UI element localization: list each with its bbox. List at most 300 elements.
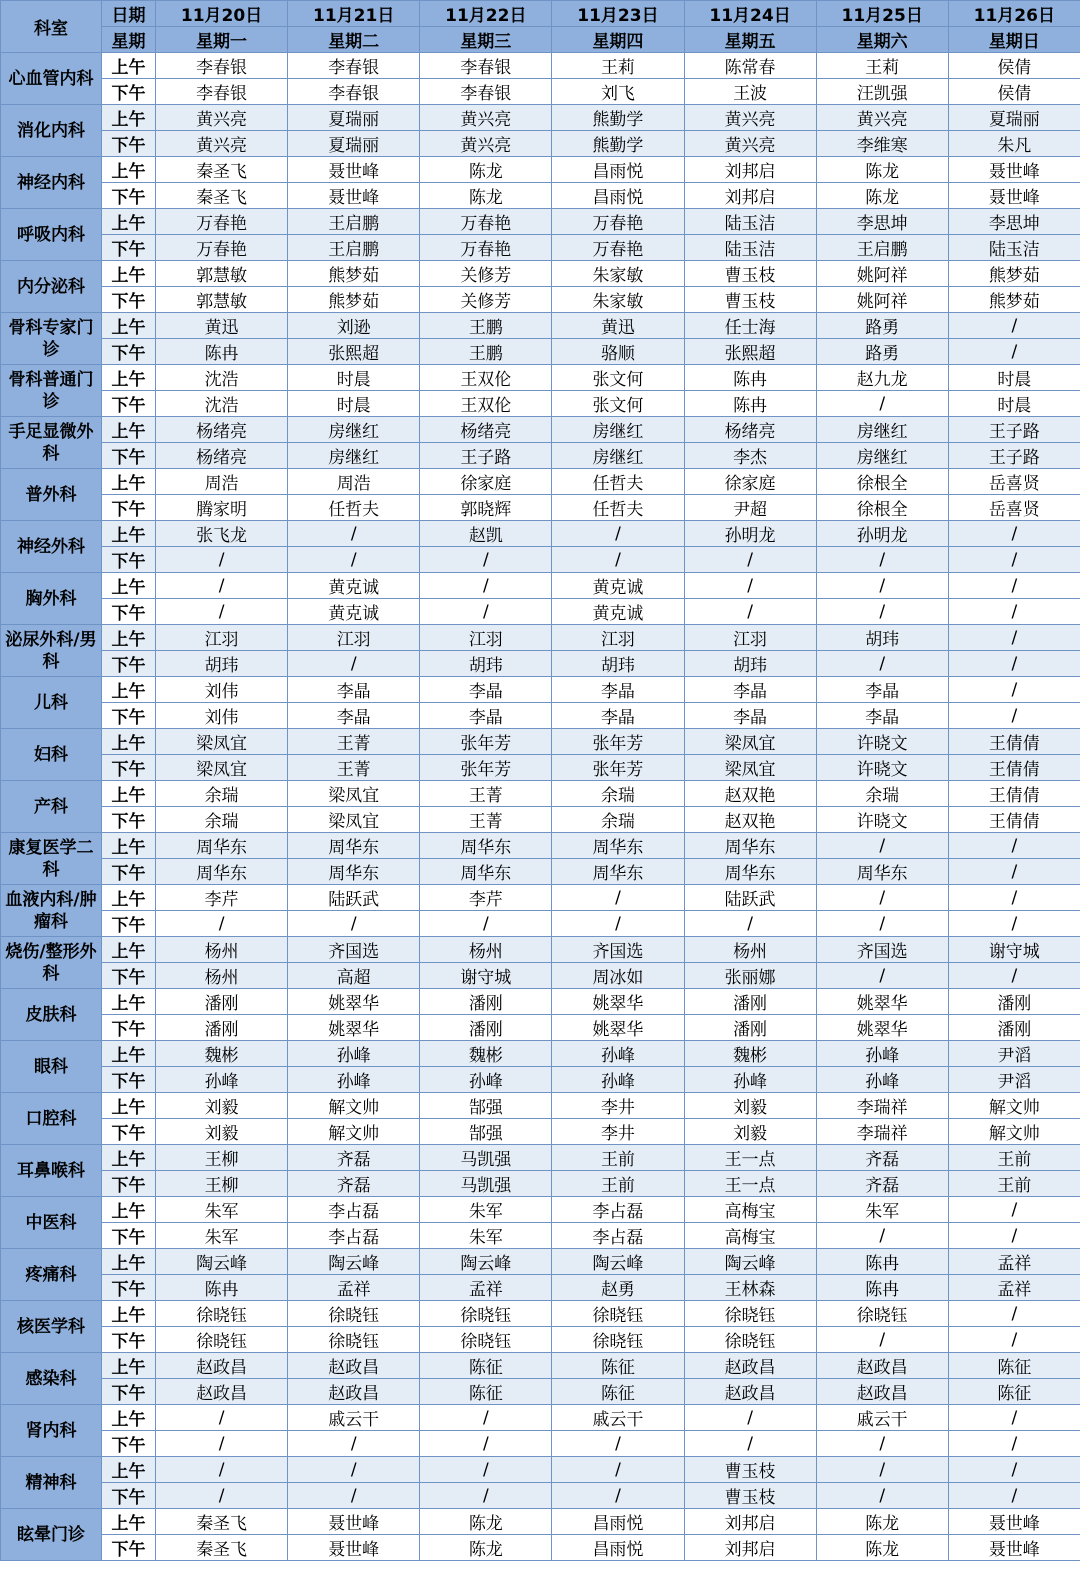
doctor-cell: 孙峰: [552, 1041, 684, 1067]
doctor-cell: 秦圣飞: [156, 157, 288, 183]
weekday-header: 星期六: [816, 27, 948, 53]
doctor-cell: 房继红: [816, 443, 948, 469]
doctor-cell: 李占磊: [288, 1223, 420, 1249]
doctor-cell: 孙峰: [816, 1041, 948, 1067]
dept-column-header: 科室: [1, 1, 102, 53]
doctor-cell: 任哲夫: [288, 495, 420, 521]
doctor-cell: 王菁: [420, 807, 552, 833]
doctor-cell: 万春艳: [156, 235, 288, 261]
department-name: 疼痛科: [1, 1249, 102, 1301]
doctor-cell: /: [420, 911, 552, 937]
doctor-cell: 陈征: [420, 1353, 552, 1379]
doctor-cell: 李晶: [684, 703, 816, 729]
doctor-cell: 周华东: [156, 859, 288, 885]
doctor-cell: 杨州: [420, 937, 552, 963]
doctor-cell: 陈冉: [816, 1275, 948, 1301]
doctor-cell: 李春银: [156, 53, 288, 79]
doctor-cell: 周华东: [552, 833, 684, 859]
period-morning: 上午: [102, 1093, 156, 1119]
doctor-cell: 徐晓钰: [684, 1301, 816, 1327]
doctor-cell: 孙峰: [156, 1067, 288, 1093]
doctor-cell: 岳喜贤: [948, 495, 1080, 521]
period-morning: 上午: [102, 105, 156, 131]
doctor-cell: 周华东: [288, 859, 420, 885]
period-afternoon: 下午: [102, 1535, 156, 1561]
doctor-cell: 许晓文: [816, 755, 948, 781]
period-morning: 上午: [102, 157, 156, 183]
doctor-cell: 梁凤宜: [684, 729, 816, 755]
doctor-cell: 梁凤宜: [684, 755, 816, 781]
doctor-cell: 孟祥: [288, 1275, 420, 1301]
department-name: 血液内科/肿瘤科: [1, 885, 102, 937]
doctor-cell: /: [420, 1431, 552, 1457]
doctor-cell: 曹玉枝: [684, 287, 816, 313]
doctor-cell: 赵政昌: [684, 1353, 816, 1379]
doctor-cell: 郭慧敏: [156, 287, 288, 313]
date-header-row: [1, 1, 1080, 27]
doctor-cell: 解文帅: [948, 1119, 1080, 1145]
doctor-cell: /: [948, 963, 1080, 989]
schedule-row-pm: [1, 1015, 1080, 1041]
doctor-cell: 李芹: [420, 885, 552, 911]
doctor-cell: /: [156, 911, 288, 937]
department-name: 感染科: [1, 1353, 102, 1405]
period-morning: 上午: [102, 625, 156, 651]
doctor-cell: 徐晓钰: [156, 1327, 288, 1353]
doctor-cell: 李晶: [816, 677, 948, 703]
doctor-cell: 许晓文: [816, 807, 948, 833]
doctor-cell: 陈冉: [816, 1249, 948, 1275]
doctor-cell: 黄克诚: [552, 599, 684, 625]
schedule-row-am: [1, 1353, 1080, 1379]
doctor-cell: 赵政昌: [684, 1379, 816, 1405]
doctor-cell: /: [948, 521, 1080, 547]
doctor-cell: 赵政昌: [156, 1379, 288, 1405]
period-morning: 上午: [102, 1145, 156, 1171]
schedule-row-am: [1, 313, 1080, 339]
doctor-cell: 熊梦茹: [948, 261, 1080, 287]
weekday-header: 星期日: [948, 27, 1080, 53]
doctor-cell: 黄迅: [552, 313, 684, 339]
doctor-cell: /: [948, 677, 1080, 703]
doctor-cell: 王子路: [948, 417, 1080, 443]
doctor-cell: 周华东: [156, 833, 288, 859]
doctor-cell: /: [948, 1197, 1080, 1223]
doctor-cell: 余瑞: [156, 807, 288, 833]
doctor-cell: 周华东: [288, 833, 420, 859]
doctor-cell: 陈龙: [420, 157, 552, 183]
doctor-cell: 姚阿祥: [816, 287, 948, 313]
doctor-cell: 戚云干: [552, 1405, 684, 1431]
doctor-cell: 任哲夫: [552, 469, 684, 495]
doctor-cell: 陶云峰: [156, 1249, 288, 1275]
schedule-row-pm: [1, 1483, 1080, 1509]
doctor-cell: 孟祥: [948, 1275, 1080, 1301]
doctor-cell: /: [420, 1483, 552, 1509]
doctor-cell: /: [948, 1301, 1080, 1327]
doctor-cell: /: [948, 1457, 1080, 1483]
doctor-cell: 聂世峰: [288, 157, 420, 183]
doctor-cell: 路勇: [816, 313, 948, 339]
doctor-cell: 齐磊: [288, 1171, 420, 1197]
schedule-row-pm: [1, 859, 1080, 885]
period-afternoon: 下午: [102, 1483, 156, 1509]
doctor-cell: /: [816, 573, 948, 599]
doctor-cell: 杨绪亮: [156, 443, 288, 469]
period-afternoon: 下午: [102, 391, 156, 417]
doctor-cell: 孙明龙: [684, 521, 816, 547]
doctor-cell: 周华东: [684, 859, 816, 885]
period-afternoon: 下午: [102, 703, 156, 729]
doctor-cell: 房继红: [288, 417, 420, 443]
doctor-cell: 王莉: [816, 53, 948, 79]
doctor-cell: /: [288, 521, 420, 547]
schedule-row-pm: [1, 1119, 1080, 1145]
doctor-cell: 孟祥: [948, 1249, 1080, 1275]
schedule-body: [1, 53, 1080, 1561]
period-afternoon: 下午: [102, 807, 156, 833]
department-name: 心血管内科: [1, 53, 102, 105]
doctor-cell: 郭慧敏: [156, 261, 288, 287]
schedule-row-pm: [1, 183, 1080, 209]
doctor-cell: 陈龙: [420, 183, 552, 209]
schedule-row-pm: [1, 755, 1080, 781]
doctor-cell: /: [684, 599, 816, 625]
doctor-cell: 王菁: [420, 781, 552, 807]
department-name: 康复医学二科: [1, 833, 102, 885]
doctor-cell: /: [552, 1483, 684, 1509]
schedule-row-pm: [1, 1171, 1080, 1197]
doctor-cell: 陈征: [552, 1353, 684, 1379]
period-afternoon: 下午: [102, 1275, 156, 1301]
schedule-row-am: [1, 209, 1080, 235]
schedule-row-am: [1, 573, 1080, 599]
date-header: 11月23日: [552, 1, 684, 27]
doctor-cell: 朱军: [816, 1197, 948, 1223]
schedule-row-pm: [1, 495, 1080, 521]
doctor-cell: 孙峰: [288, 1041, 420, 1067]
doctor-cell: 谢守城: [420, 963, 552, 989]
doctor-cell: 江羽: [156, 625, 288, 651]
period-morning: 上午: [102, 937, 156, 963]
period-morning: 上午: [102, 1197, 156, 1223]
department-name: 肾内科: [1, 1405, 102, 1457]
doctor-cell: 郜强: [420, 1093, 552, 1119]
doctor-cell: 陈征: [948, 1353, 1080, 1379]
doctor-cell: 王倩倩: [948, 781, 1080, 807]
doctor-cell: 江羽: [288, 625, 420, 651]
doctor-cell: 时晨: [948, 365, 1080, 391]
doctor-cell: 周浩: [156, 469, 288, 495]
doctor-cell: /: [420, 1457, 552, 1483]
period-afternoon: 下午: [102, 1015, 156, 1041]
doctor-cell: 刘毅: [156, 1119, 288, 1145]
doctor-cell: 张年芳: [420, 755, 552, 781]
schedule-row-am: [1, 105, 1080, 131]
doctor-cell: 潘刚: [420, 1015, 552, 1041]
doctor-cell: 李春银: [156, 79, 288, 105]
doctor-cell: 姚翠华: [816, 1015, 948, 1041]
doctor-cell: 王前: [552, 1145, 684, 1171]
doctor-cell: 齐磊: [816, 1171, 948, 1197]
doctor-cell: /: [420, 1405, 552, 1431]
schedule-row-am: [1, 1301, 1080, 1327]
doctor-cell: 周冰如: [552, 963, 684, 989]
period-afternoon: 下午: [102, 339, 156, 365]
doctor-cell: 黄兴亮: [684, 105, 816, 131]
doctor-cell: 昌雨悦: [552, 157, 684, 183]
doctor-cell: 朱军: [420, 1197, 552, 1223]
doctor-cell: 徐家庭: [420, 469, 552, 495]
weekday-header: 星期三: [420, 27, 552, 53]
table-header: [1, 1, 1080, 53]
doctor-cell: 余瑞: [552, 807, 684, 833]
doctor-cell: 陶云峰: [288, 1249, 420, 1275]
doctor-cell: 李维寒: [816, 131, 948, 157]
schedule-row-pm: [1, 963, 1080, 989]
period-afternoon: 下午: [102, 547, 156, 573]
doctor-cell: 刘飞: [552, 79, 684, 105]
doctor-cell: 赵政昌: [816, 1353, 948, 1379]
doctor-cell: 解文帅: [288, 1093, 420, 1119]
date-header: 11月25日: [816, 1, 948, 27]
schedule-row-pm: [1, 1327, 1080, 1353]
doctor-cell: 赵政昌: [816, 1379, 948, 1405]
doctor-cell: 昌雨悦: [552, 1535, 684, 1561]
weekday-header: 星期一: [156, 27, 288, 53]
doctor-cell: 黄兴亮: [420, 131, 552, 157]
doctor-cell: 周华东: [816, 859, 948, 885]
schedule-row-am: [1, 1197, 1080, 1223]
schedule-row-pm: [1, 1223, 1080, 1249]
doctor-cell: 秦圣飞: [156, 183, 288, 209]
doctor-cell: 时晨: [948, 391, 1080, 417]
doctor-cell: /: [948, 651, 1080, 677]
doctor-cell: 王前: [552, 1171, 684, 1197]
doctor-cell: 王一点: [684, 1145, 816, 1171]
doctor-cell: 陶云峰: [420, 1249, 552, 1275]
doctor-cell: /: [420, 599, 552, 625]
department-name: 中医科: [1, 1197, 102, 1249]
doctor-cell: 王一点: [684, 1171, 816, 1197]
doctor-cell: 潘刚: [948, 1015, 1080, 1041]
doctor-cell: 王菁: [288, 729, 420, 755]
doctor-cell: 熊勤学: [552, 105, 684, 131]
doctor-cell: 高超: [288, 963, 420, 989]
doctor-cell: 万春艳: [420, 235, 552, 261]
doctor-cell: /: [288, 1483, 420, 1509]
period-afternoon: 下午: [102, 963, 156, 989]
doctor-cell: 张年芳: [552, 755, 684, 781]
doctor-cell: 许晓文: [816, 729, 948, 755]
department-name: 儿科: [1, 677, 102, 729]
doctor-cell: 王柳: [156, 1171, 288, 1197]
doctor-cell: /: [948, 547, 1080, 573]
doctor-cell: 解文帅: [948, 1093, 1080, 1119]
doctor-cell: 刘邦启: [684, 157, 816, 183]
department-name: 普外科: [1, 469, 102, 521]
period-afternoon: 下午: [102, 1171, 156, 1197]
schedule-row-am: [1, 417, 1080, 443]
department-name: 泌尿外科/男科: [1, 625, 102, 677]
doctor-cell: 陆跃武: [684, 885, 816, 911]
doctor-cell: 杨绪亮: [684, 417, 816, 443]
doctor-cell: 王双伦: [420, 365, 552, 391]
schedule-row-pm: [1, 443, 1080, 469]
department-name: 烧伤/整形外科: [1, 937, 102, 989]
doctor-cell: 陈冉: [156, 339, 288, 365]
doctor-cell: /: [816, 547, 948, 573]
doctor-cell: /: [288, 1431, 420, 1457]
doctor-cell: 房继红: [552, 417, 684, 443]
doctor-cell: 房继红: [288, 443, 420, 469]
doctor-cell: 徐晓钰: [816, 1301, 948, 1327]
period-morning: 上午: [102, 729, 156, 755]
schedule-row-am: [1, 833, 1080, 859]
doctor-cell: 陈征: [552, 1379, 684, 1405]
doctor-cell: 徐晓钰: [684, 1327, 816, 1353]
doctor-cell: /: [948, 1223, 1080, 1249]
doctor-cell: 姚翠华: [816, 989, 948, 1015]
doctor-cell: 赵凯: [420, 521, 552, 547]
doctor-cell: 时晨: [288, 391, 420, 417]
schedule-row-am: [1, 677, 1080, 703]
weekday-header-row: [1, 27, 1080, 53]
schedule-row-pm: [1, 79, 1080, 105]
doctor-cell: 周华东: [420, 859, 552, 885]
period-afternoon: 下午: [102, 755, 156, 781]
schedule-row-am: [1, 1249, 1080, 1275]
doctor-cell: 夏瑞丽: [288, 131, 420, 157]
schedule-row-am: [1, 885, 1080, 911]
doctor-cell: /: [684, 1405, 816, 1431]
doctor-cell: 孟祥: [420, 1275, 552, 1301]
doctor-cell: 李杰: [684, 443, 816, 469]
doctor-cell: /: [816, 1327, 948, 1353]
date-header: 11月24日: [684, 1, 816, 27]
doctor-cell: /: [948, 339, 1080, 365]
doctor-cell: 聂世峰: [288, 1509, 420, 1535]
doctor-cell: 孙峰: [552, 1067, 684, 1093]
department-name: 精神科: [1, 1457, 102, 1509]
period-morning: 上午: [102, 1509, 156, 1535]
period-morning: 上午: [102, 1041, 156, 1067]
doctor-cell: 熊梦茹: [948, 287, 1080, 313]
doctor-cell: 张丽娜: [684, 963, 816, 989]
period-morning: 上午: [102, 1249, 156, 1275]
doctor-cell: /: [684, 547, 816, 573]
doctor-cell: 王子路: [948, 443, 1080, 469]
doctor-cell: 李芹: [156, 885, 288, 911]
period-morning: 上午: [102, 573, 156, 599]
doctor-cell: 王莉: [552, 53, 684, 79]
doctor-cell: 徐晓钰: [420, 1301, 552, 1327]
doctor-cell: /: [816, 833, 948, 859]
period-morning: 上午: [102, 469, 156, 495]
period-morning: 上午: [102, 417, 156, 443]
doctor-cell: 戚云干: [816, 1405, 948, 1431]
doctor-cell: 陈龙: [816, 183, 948, 209]
period-morning: 上午: [102, 365, 156, 391]
doctor-cell: 齐国选: [816, 937, 948, 963]
schedule-row-pm: [1, 1379, 1080, 1405]
doctor-cell: /: [948, 703, 1080, 729]
doctor-cell: 聂世峰: [288, 1535, 420, 1561]
doctor-cell: 昌雨悦: [552, 1509, 684, 1535]
doctor-cell: 熊梦茹: [288, 261, 420, 287]
doctor-cell: 曹玉枝: [684, 1483, 816, 1509]
doctor-cell: /: [552, 521, 684, 547]
doctor-cell: 黄克诚: [288, 599, 420, 625]
doctor-cell: 关修芳: [420, 261, 552, 287]
doctor-cell: 周华东: [552, 859, 684, 885]
doctor-cell: 侯倩: [948, 53, 1080, 79]
schedule-row-pm: [1, 1535, 1080, 1561]
doctor-cell: /: [420, 573, 552, 599]
doctor-cell: 万春艳: [156, 209, 288, 235]
period-afternoon: 下午: [102, 183, 156, 209]
schedule-row-pm: [1, 1067, 1080, 1093]
doctor-cell: 徐根全: [816, 495, 948, 521]
department-name: 神经外科: [1, 521, 102, 573]
doctor-cell: /: [156, 1483, 288, 1509]
doctor-cell: 万春艳: [552, 209, 684, 235]
doctor-cell: 潘刚: [156, 1015, 288, 1041]
doctor-cell: 李晶: [420, 703, 552, 729]
doctor-cell: 梁凤宜: [288, 807, 420, 833]
doctor-cell: 聂世峰: [948, 157, 1080, 183]
department-name: 核医学科: [1, 1301, 102, 1353]
schedule-row-am: [1, 521, 1080, 547]
doctor-cell: 岳喜贤: [948, 469, 1080, 495]
schedule-row-am: [1, 365, 1080, 391]
doctor-cell: 李晶: [288, 703, 420, 729]
doctor-cell: 王前: [948, 1171, 1080, 1197]
doctor-cell: 朱凡: [948, 131, 1080, 157]
doctor-cell: 朱军: [156, 1197, 288, 1223]
doctor-cell: 李井: [552, 1119, 684, 1145]
department-name: 妇科: [1, 729, 102, 781]
doctor-cell: 汪凯强: [816, 79, 948, 105]
doctor-cell: 姚翠华: [288, 1015, 420, 1041]
doctor-cell: 胡玮: [156, 651, 288, 677]
doctor-cell: 孙峰: [288, 1067, 420, 1093]
doctor-cell: /: [816, 885, 948, 911]
period-afternoon: 下午: [102, 859, 156, 885]
period-afternoon: 下午: [102, 1119, 156, 1145]
doctor-cell: 黄兴亮: [156, 131, 288, 157]
doctor-cell: 王鹏: [420, 339, 552, 365]
period-morning: 上午: [102, 989, 156, 1015]
doctor-cell: /: [816, 1431, 948, 1457]
doctor-cell: 尹超: [684, 495, 816, 521]
schedule-row-am: [1, 1457, 1080, 1483]
schedule-row-pm: [1, 703, 1080, 729]
doctor-cell: /: [816, 391, 948, 417]
doctor-cell: 赵政昌: [156, 1353, 288, 1379]
doctor-cell: 李晶: [684, 677, 816, 703]
doctor-cell: 朱军: [420, 1223, 552, 1249]
department-name: 内分泌科: [1, 261, 102, 313]
doctor-cell: 王柳: [156, 1145, 288, 1171]
doctor-cell: 胡玮: [420, 651, 552, 677]
doctor-cell: 姚翠华: [552, 1015, 684, 1041]
doctor-cell: /: [948, 885, 1080, 911]
doctor-cell: 王菁: [288, 755, 420, 781]
doctor-cell: 刘伟: [156, 703, 288, 729]
doctor-cell: /: [948, 1327, 1080, 1353]
doctor-cell: 黄兴亮: [684, 131, 816, 157]
